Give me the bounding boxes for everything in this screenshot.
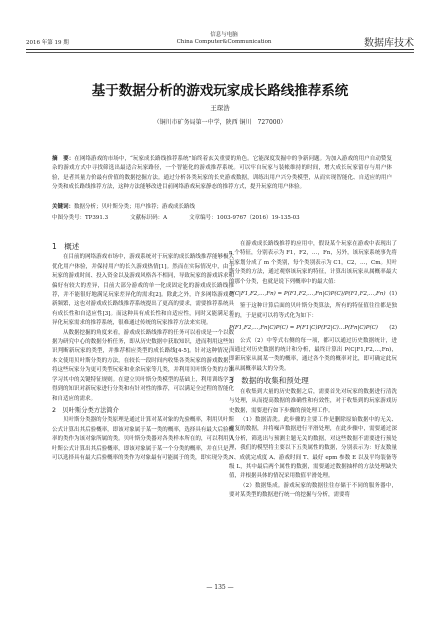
section-heading: 1 概述 [52, 242, 80, 251]
paragraph: 在收集到大量的历史数据之后，需要首先对玩家的数据进行清洗与处理，从而提高数据的准确性和有效性，对于收集到的玩家游戏历史数据，需要进行如下步骤的预处理工作。 [229, 388, 397, 414]
section-heading: 3 数据的收集和预处理 [229, 376, 309, 386]
paragraph: 鉴于这种计算后面的贝叶斯分类算法，所有的特征值往往都是独立的，于是就可以将等式化为如下： [229, 303, 397, 319]
keywords-label: 关键词： [52, 204, 75, 210]
meta-line [52, 213, 392, 221]
page-header [0, 0, 440, 62]
equation-number: (2) [389, 325, 397, 332]
section-label: 数据库技术 [364, 38, 414, 49]
paragraph: 从数据挖掘的角度来看，游戏成长路线推荐的任务可以看成是一个以数据为研究中心的数据分析任务，即从历史数据中获取知识，进而利用这些知识判断新玩家的类型，并推荐相应类型的成长路线[4-5]。针对这种情况，本文使用贝叶斯分类的方法，在较长一段时间内收集各类玩家的游戏数据，将这些玩家分为更可类型玩家和业余玩家等几类，并利用贝叶斯分类的方法学习其中的关键特征规则。在建立贝叶斯分类模型的基础上，利用训练学习得到的知识对新玩家进行分类和有针对性的推荐，可以满足全过程的智能化和自适应的需求。 [52, 329, 234, 402]
right-column [229, 240, 397, 501]
article-number: 文章编号：1003-9767（2016）19-135-03 [189, 215, 300, 221]
journal-name-en: China Computer&Communication [176, 39, 272, 45]
issue-label: 2016 年第 19 期 [26, 40, 69, 46]
paper-affiliation: （铜川市矿务局第一中学，陕西 铜川 727000） [153, 119, 287, 126]
equation-body: P(F1,F2,…,Fn|C)P(C) = P(F1|C)P(F2|C)…P(Fn|C)P(C) [229, 325, 378, 332]
paper-title: 基于数据分析的游戏玩家成长路线推荐系统 [91, 83, 349, 99]
keywords-text: 数据分析；贝叶斯分类；用户推荐；游戏成长路线 [74, 204, 196, 210]
paragraph: （2）数据集成。游戏玩家的数据往往存储于不同的服务器中，要对某类型的数据进行统一的挖掘与分析，需要将 [229, 482, 397, 499]
clc-number: 中图分类号：TP391.3 [52, 215, 109, 221]
abstract-block [52, 155, 392, 192]
header-rule [26, 49, 414, 50]
equation [229, 290, 397, 299]
page-number: — 135 — [206, 584, 234, 591]
document-code: 文献标识码：A [130, 215, 168, 221]
abstract-label: 摘 要： [52, 156, 75, 162]
paragraph: 在游戏成长路线推荐的应用中，假设某个玩家在游戏中表现出了 n 个特征，分别表示为 F1，F2，…，Fn，另外，该玩家系统事先将玩家划分成了 m 个类别，每个类别表示为 C1，C2，…，Cm。贝叶斯分类的方法，通过观察该玩家的特征，计算出该玩家从属概率最大的那个分类，也就是说下列概率中的最大值： [229, 241, 397, 285]
equation-number: (1) [389, 291, 397, 298]
equation [229, 324, 397, 333]
paragraph: 在目前的网络游戏市场中，游戏系统对于玩家的成长路线推荐能够极大优化用户体验，并保持用户的长久游戏热情[1]。然而在实际情况中，由于玩家的游戏时间、投入资金以及游戏风格各不相同，导致玩家的游戏诉求和偏好有较大的差异，目前大部分游戏的单一化成固定化的游戏成长路线推荐，并不能很好地满足玩家差异化的需求[2]。除此之外，许多网络游戏更新频繁，这也对游戏成长路线推荐系统提出了更高的要求，需要推荐系统具有成长性和自适应性[3]。而这种具有成长性和自适应性，同时又能满足差异化玩家需求的推荐系统，很难通过传统的玩家推荐方法来实现。 [52, 254, 234, 327]
header-rule-thin [26, 52, 414, 53]
equation-body: P(C|F1,F2,…,Fn) = P(F1,F2,…,Fn|C)P(C)/P(F1,F2,…,Fn) [229, 291, 386, 298]
keywords-line [52, 202, 392, 210]
abstract-text: 在网络游戏的市场中，“玩家成长路线推荐系统”始终着玄关重要的角色。它能深度发掘中的争新问题。为加入游戏的用户自动赞复杂的游戏方式中寻找筛选出最适合玩家路径，一个智能化的游戏推荐系统。可以牢自玩家与装帐维持的时间，增大成长玩家留存与用户体验，是者其量力价最有价值的数据挖掘方法。通过分析各类玩家的长史游戏数据，训练出用户兴分类模型，从而实现智能化、自适应的用户分类和成长路线推荐方法，这种方法能够改进目前网络游戏玩家静态的推荐方式，提升玩家的用户体验。 [52, 156, 392, 190]
paper-author: 王琛浩 [210, 104, 230, 112]
paragraph: （1）数据清洗。此步骤的主要工作是删除原始数据中的无关、重复的数据，并将噪声数据进行平滑处理，在此步骤中，需要通过深入分析，筛选出与预测主题无关的数据，对这些数据不需要进行预处理，我们的模型将主要以下五类属性的数据，分别表示为：好友数量 N、成就完成度 A、游戏时间 T、最好 epm 参数 E 以及平均装备等级 L，其中最后两个属性的数据，需要通过数据抽样的方法处理缺失值，并根据具体的情况采用数值平滑处理。 [229, 416, 397, 480]
subsection-heading: 2 贝叶斯分类方法简介 [52, 406, 119, 414]
paragraph: 贝叶斯分类器的分类原理是通过计算对某对象的先验概率，利用贝叶斯公式计算出其后验概率，即该对象属于某一类的概率，选择具有最大后验概率的类作为该对象所属的类。贝叶斯分类器对各类样本所在的，可以利用贝叶斯公式计算出其后验概率，即该对象属于某一个分类的概率，并在只是，可以选择具有最大后验概率的类作为对象最有可能属于的类，即实现分类。 [52, 417, 234, 461]
journal-brand [174, 32, 274, 46]
journal-name-cn: 信息与电脑 [210, 32, 238, 38]
left-column [52, 240, 234, 463]
paragraph: 公式（2）中等式右侧的每一项，都可以通过历史数据统计，进而通过对历史数据的统计和分析，最终计算出 P(C|F1,F2,…,Fn)，即新玩家从属某一类的概率，通过各个类的概率对比，即可确定此玩家从属概率最大的分类。 [229, 337, 397, 372]
